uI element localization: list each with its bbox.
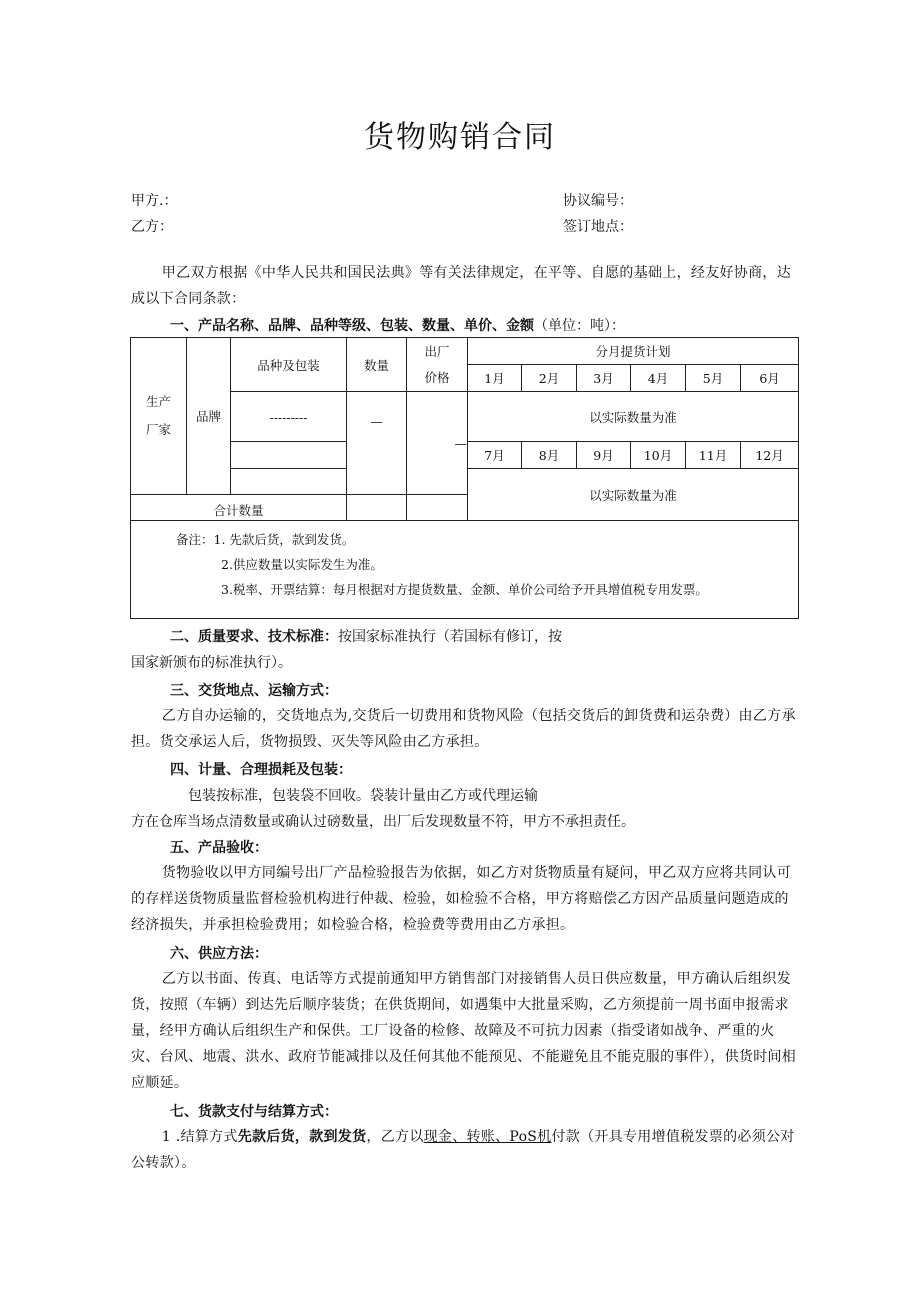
contract-title: 货物购销合同 bbox=[364, 120, 556, 155]
variety-blank-cell bbox=[231, 442, 347, 469]
intro-paragraph: 甲乙双方根据《中华人民共和国民法典》等有关法律规定，在平等、自愿的基础上，经友好协商，达成以下合同条款： bbox=[131, 265, 791, 307]
settlement-suffix: 付款（开具专用增值税发票的必须公对公转款）。 bbox=[131, 1129, 795, 1171]
party-b-label: 乙方： bbox=[131, 219, 173, 235]
section-2-heading: 二、质量要求、技术标准： bbox=[170, 629, 338, 645]
section-4-line-2: 方在仓库当场点清数量或确认过磅数量，出厂后发现数量不符，甲方不承担责任。 bbox=[131, 814, 635, 830]
section-1-heading bbox=[170, 315, 625, 335]
month-cell: 2月 bbox=[522, 365, 577, 392]
manufacturer-header: 生产厂家 bbox=[131, 338, 187, 495]
remark-line: 2.供应数量以实际发生为准。 bbox=[221, 557, 383, 572]
total-quantity-label: 合计数量 bbox=[131, 495, 347, 521]
remark-line: 备注：1. 先款后货，款到发货。 bbox=[176, 532, 355, 547]
section-3-body: 乙方自办运输的，交货地点为,交货后一切费用和货物风险（包括交货后的卸货费和运杂费）由乙方承担。货交承运人后，货物损毁、灭失等风险由乙方承担。 bbox=[131, 708, 796, 750]
agreement-number-label: 协议编号： bbox=[563, 193, 633, 209]
settlement-mid: ，乙方以 bbox=[366, 1129, 424, 1145]
month-cell: 4月 bbox=[631, 365, 686, 392]
price-header: 出厂价格 bbox=[407, 338, 468, 392]
month-cell: 11月 bbox=[686, 442, 741, 469]
month-cell: 7月 bbox=[468, 442, 522, 469]
section-4-line-1: 包装按标准，包装袋不回收。袋装计量由乙方或代理运输 bbox=[188, 788, 538, 804]
product-table bbox=[130, 337, 799, 619]
table-remarks bbox=[131, 521, 799, 619]
variety-blank-cell bbox=[231, 469, 347, 495]
variety-value: --------- bbox=[231, 392, 347, 442]
month-cell: 10月 bbox=[631, 442, 686, 469]
section-6-heading: 六、供应方法： bbox=[170, 946, 268, 962]
total-quantity-value bbox=[347, 495, 407, 521]
section-5-body: 货物验收以甲方同编号出厂产品检验报告为依据，如乙方对货物质量有疑问，甲乙双方应将共同认可的存样送货物质量监督检验机构进行仲裁、检验，如检验不合格，甲方将赔偿乙方因产品质量问题造成的经济损失，并承担检验费用；如检验合格，检验费等费用由乙方承担。 bbox=[131, 865, 791, 933]
quantity-value: — bbox=[347, 392, 407, 495]
actual-quantity-note-1: 以实际数量为准 bbox=[468, 392, 799, 442]
quantity-header: 数量 bbox=[347, 338, 407, 392]
settlement-prefix: 1 .结算方式 bbox=[161, 1129, 238, 1145]
month-cell: 12月 bbox=[741, 442, 799, 469]
month-cell: 5月 bbox=[686, 365, 741, 392]
price-value: — bbox=[407, 392, 468, 495]
month-cell: 3月 bbox=[577, 365, 631, 392]
section-1-title: 一、产品名称、品牌、品种等级、包装、数量、单价、金额 bbox=[170, 318, 534, 334]
section-1-unit: （单位：吨）： bbox=[534, 318, 625, 334]
brand-header: 品牌 bbox=[187, 338, 231, 495]
section-7-heading: 七、货款支付与结算方式： bbox=[170, 1104, 338, 1120]
month-cell: 1月 bbox=[468, 365, 522, 392]
payment-methods: 现金、转账、PoS机 bbox=[423, 1129, 552, 1145]
month-cell: 6月 bbox=[741, 365, 799, 392]
settlement-terms: 先款后货，款到发货 bbox=[237, 1129, 367, 1145]
section-6-body: 乙方以书面、传真、电话等方式提前通知甲方销售部门对接销售人员日供应数量，甲方确认后组织发货，按照（车辆）到达先后顺序装货；在供货期间，如遇集中大批量采购，乙方须提前一周书面申报需求量，经甲方确认后组织生产和保供。工厂设备的检修、故障及不可抗力因素（指受诸如战争、严重的火灾、台风、地震、洪水、政府节能减排以及任何其他不能预见、不能避免且不能克服的事件），供货时间相应顺延。 bbox=[131, 971, 797, 1091]
section-4-heading: 四、计量、合理损耗及包装： bbox=[170, 762, 352, 778]
section-2-line-2: 国家新颁布的标准执行）。 bbox=[131, 655, 292, 671]
party-a-label: 甲方.： bbox=[131, 193, 178, 209]
section-7-paragraph-1 bbox=[131, 1124, 797, 1176]
variety-header: 品种及包装 bbox=[231, 338, 347, 392]
remark-line: 3.税率、开票结算：每月根据对方提货数量、金额、单价公司给予开具增值税专用发票。 bbox=[221, 582, 708, 597]
month-cell: 9月 bbox=[577, 442, 631, 469]
sign-place-label: 签订地点： bbox=[563, 219, 633, 235]
section-2-text: 按国家标准执行（若国标有修订，按 bbox=[338, 629, 562, 645]
total-price-value bbox=[407, 495, 468, 521]
month-cell: 8月 bbox=[522, 442, 577, 469]
section-3-heading: 三、交货地点、运输方式： bbox=[170, 683, 338, 699]
monthly-plan-header: 分月提货计划 bbox=[468, 338, 799, 365]
section-5-heading: 五、产品验收： bbox=[170, 840, 268, 856]
section-2-line-1 bbox=[170, 626, 562, 646]
actual-quantity-note-2: 以实际数量为准 bbox=[468, 469, 799, 521]
